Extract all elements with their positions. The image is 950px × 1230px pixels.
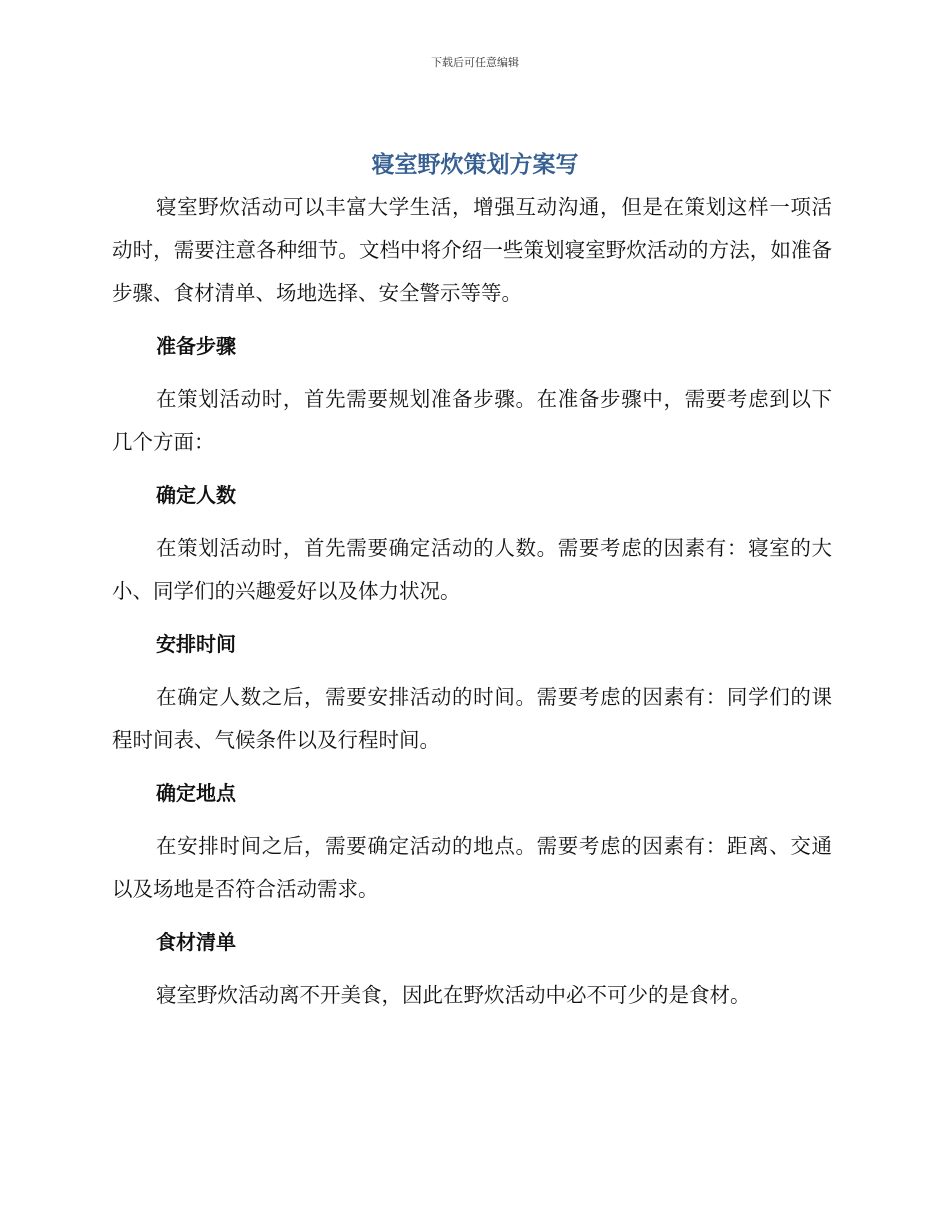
section-body-preparation: 在策划活动时，首先需要规划准备步骤。在准备步骤中，需要考虑到以下几个方面： xyxy=(112,387,832,454)
document-body xyxy=(112,186,832,1017)
header-note: 下载后可任意编辑 xyxy=(431,56,519,69)
section-heading-headcount: 确定人数 xyxy=(156,483,236,507)
section-body-headcount: 在策划活动时，首先需要确定活动的人数。需要考虑的因素有：寝室的大小、同学们的兴趣爱好以及体力状况。 xyxy=(112,536,832,603)
section-body-schedule: 在确定人数之后，需要安排活动的时间。需要考虑的因素有：同学们的课程时间表、气候条件以及行程时间。 xyxy=(112,685,832,752)
section-heading-location: 确定地点 xyxy=(156,781,236,805)
intro-paragraph: 寝室野炊活动可以丰富大学生活，增强互动沟通，但是在策划这样一项活动时，需要注意各种细节。文档中将介绍一些策划寝室野炊活动的方法，如准备步骤、食材清单、场地选择、安全警示等等。 xyxy=(112,195,832,305)
section-heading-ingredients: 食材清单 xyxy=(156,930,236,954)
section-body-ingredients: 寝室野炊活动离不开美食，因此在野炊活动中必不可少的是食材。 xyxy=(156,983,751,1007)
section-body-location: 在安排时间之后，需要确定活动的地点。需要考虑的因素有：距离、交通以及场地是否符合活动需求。 xyxy=(112,834,832,901)
section-heading-schedule: 安排时间 xyxy=(156,632,236,656)
section-heading-preparation: 准备步骤 xyxy=(156,334,236,358)
document-title: 寝室野炊策划方案写 xyxy=(371,152,579,178)
